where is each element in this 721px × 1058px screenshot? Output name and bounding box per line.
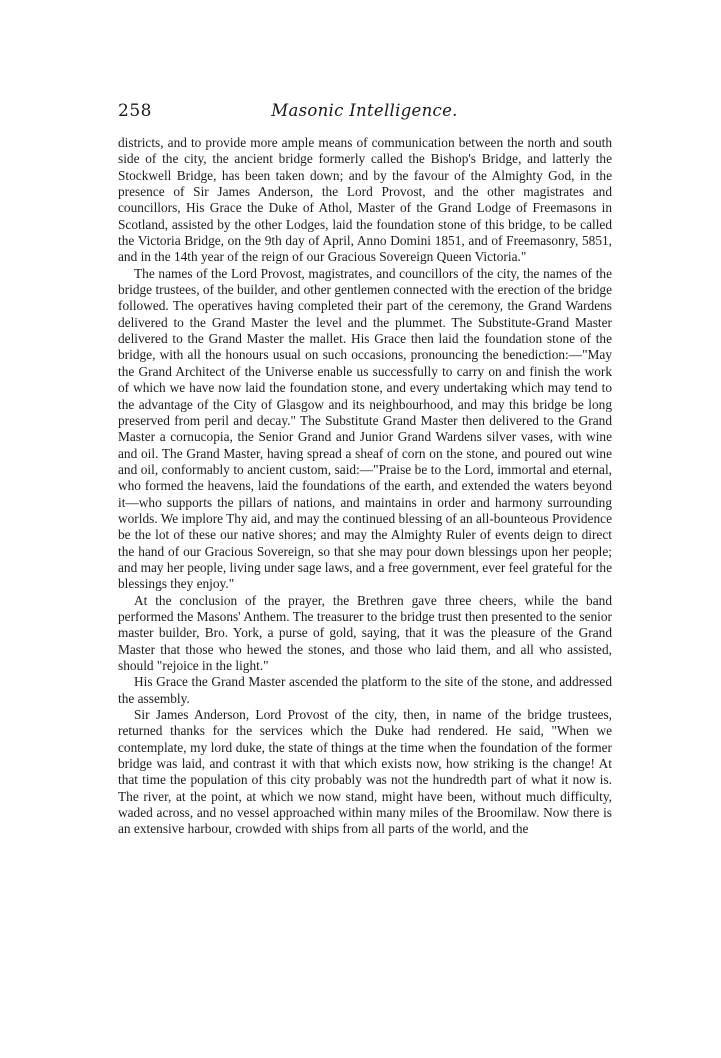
paragraph: districts, and to provide more ample means of communication between the north and south side of the city, the ancient bridge formerly called the Bishop's Bridge, and latterly the Stockwell Bridge, has been taken down; and by the favour of the Almighty God, in the presence of Sir James Anderson, the Lord Provost, and the other magistrates and councillors, His Grace the Duke of Athol, Master of the Grand Lodge of Freemasons in Scotland, assisted by the other Lodges, laid the foundation stone of this bridge, to be called the Victoria Bridge, on the 9th day of April, Anno Domini 1851, and of Freemasonry, 5851, and in the 14th year of the reign of our Gracious Sovereign Queen Victoria." <box>118 135 612 265</box>
page-header <box>118 101 611 127</box>
article-body <box>118 135 612 838</box>
running-title: Masonic Intelligence. <box>271 101 458 120</box>
page-number: 258 <box>118 101 152 121</box>
paragraph: Sir James Anderson, Lord Provost of the city, then, in name of the bridge trustees, returned thanks for the services which the Duke had rendered. He said, "When we contemplate, my lord duke, the state of things at the time when the foundation of the former bridge was laid, and contrast it with that which exists now, how striking is the change! At that time the population of this city probably was not the hundredth part of what it now is. The river, at the point, at which we now stand, might have been, without much difficulty, waded across, and no vessel approached within many miles of the Broomilaw. Now there is an extensive harbour, crowded with ships from all parts of the world, and the <box>118 707 612 837</box>
paragraph: At the conclusion of the prayer, the Brethren gave three cheers, while the band performed the Masons' Anthem. The treasurer to the bridge trust then presented to the senior master builder, Bro. York, a purse of gold, saying, that it was the pleasure of the Grand Master that those who hewed the stones, and those who laid them, and all who assisted, should "rejoice in the light." <box>118 592 612 673</box>
paragraph: His Grace the Grand Master ascended the platform to the site of the stone, and addressed the assembly. <box>118 674 612 706</box>
paragraph: The names of the Lord Provost, magistrates, and councillors of the city, the names of the bridge trustees, of the builder, and other gentlemen connected with the erection of the bridge followed. The operatives having completed their part of the ceremony, the Grand Wardens delivered to the Grand Master the level and the plummet. The Substitute-Grand Master delivered to the Grand Master the mallet. His Grace then laid the foundation stone of the bridge, with all the honours usual on such occasions, pronouncing the benediction:—"May the Grand Architect of the Universe enable us successfully to carry on and finish the work of which we have now laid the foundation stone, and every undertaking which may tend to the advantage of the City of Glasgow and its neighbourhood, and may this bridge be long preserved from peril and decay." The Substitute Grand Master then delivered to the Grand Master a cornucopia, the Senior Grand and Junior Grand Wardens silver vases, with wine and oil. The Grand Master, having spread a sheaf of corn on the stone, and poured out wine and oil, conformably to ancient custom, said:—"Praise be to the Lord, immortal and eternal, who formed the heavens, laid the foundations of the earth, and extended the waters beyond it—who supports the pillars of nations, and maintains in order and harmony surrounding worlds. We implore Thy aid, and may the continued blessing of an all-bounteous Providence be the lot of these our native shores; and may the Almighty Ruler of events deign to direct the hand of our Gracious Sovereign, so that she may pour down blessings upon her people; and may her people, living under sage laws, and a free government, ever feel grateful for the blessings they enjoy." <box>118 265 612 592</box>
